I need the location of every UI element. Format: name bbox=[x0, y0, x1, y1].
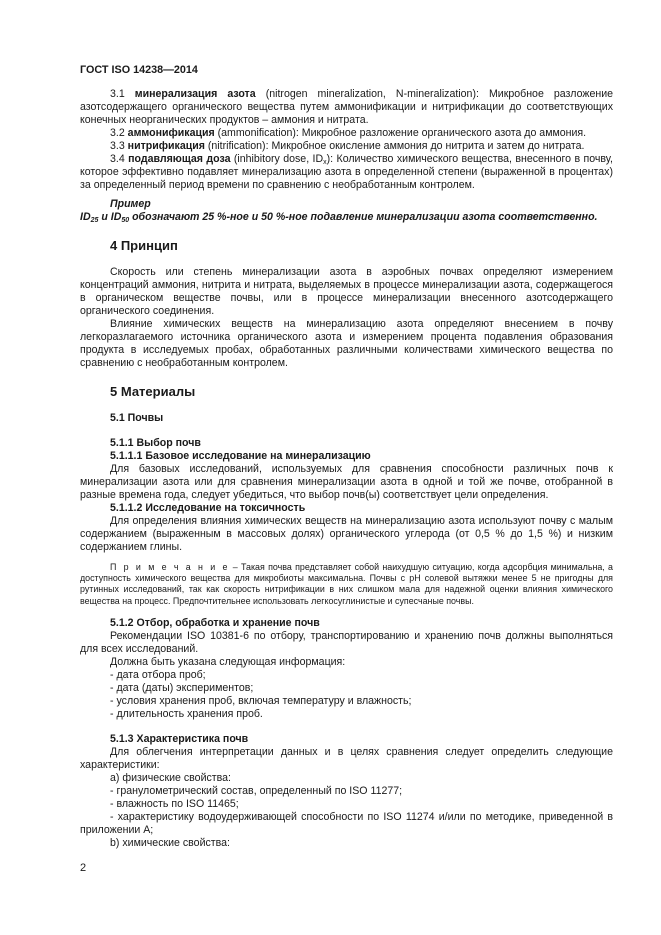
definition-number: 3.4 bbox=[110, 153, 129, 165]
section-4-title: 4 Принцип bbox=[110, 238, 178, 253]
definition-3-2 bbox=[80, 127, 613, 140]
definition-term: нитрификация bbox=[127, 140, 205, 152]
definition-text: (nitrogen mineralization, N-mineralization): Микробное разложение азотсодержащего органического вещества путем аммонификации и нитрификации до соответствующих конечных неорганических продуктов – аммония и нитрата. bbox=[80, 88, 614, 126]
subsection-5-1-1-1-text: Для базовых исследований, используемых для сравнения способности различных почв к минерализации азота или для сравнения минерализации азота в одной и той же почве, отобранной в разные времена года, следует убедиться, что выбор почв(ы) соответствует цели определения. bbox=[80, 463, 613, 501]
definition-text: (nitrification): Микробное окисление аммония до нитрита и затем до нитрата. bbox=[204, 140, 585, 152]
subsection-5-1-2-info: Должна быть указана следующая информация: bbox=[110, 655, 346, 668]
subsection-5-1-2-text: Рекомендации ISO 10381-6 по отбору, транспортированию и хранению почв должны выполняться для всех исследований. bbox=[80, 629, 613, 655]
note bbox=[80, 562, 613, 607]
definition-number: 3.2 bbox=[110, 127, 128, 139]
list-item: - дата (даты) экспериментов; bbox=[110, 681, 254, 694]
document-body bbox=[80, 88, 613, 850]
definition-3-3 bbox=[80, 140, 613, 153]
subscript: 50 bbox=[121, 217, 130, 224]
definition-text: ): Количество химического вещества, внесенного в почву, которое эффективно подавляет минерализацию азота в определенной степени (выраженной в процентах) за определенный период времени по сравнению с необработанным контролем. bbox=[80, 153, 613, 191]
document-header: ГОСТ ISO 14238—2014 bbox=[80, 64, 198, 76]
list-item: - длительность хранения проб. bbox=[110, 707, 263, 720]
subsection-5-1-1-2: 5.1.1.2 Исследование на токсичность bbox=[110, 502, 306, 514]
page-number: 2 bbox=[80, 862, 87, 874]
definition-text: (ammonification): Микробное разложение органического азота до аммония. bbox=[214, 127, 587, 139]
subsection-5-1-3-text: Для облегчения интерпретации данных и в целях сравнения следует определить следующие характеристики: bbox=[80, 745, 613, 771]
subsection-5-1-1: 5.1.1 Выбор почв bbox=[110, 437, 201, 449]
definition-3-1 bbox=[80, 88, 613, 127]
definition-term: подавляющая доза bbox=[128, 153, 231, 165]
subsection-5-1: 5.1 Почвы bbox=[110, 412, 164, 424]
definition-term: минерализация азота bbox=[134, 88, 256, 100]
note-label: П р и м е ч а н и е bbox=[110, 562, 230, 572]
list-item: a) физические свойства: bbox=[110, 771, 231, 784]
subsection-5-1-1-2-text: Для определения влияния химических веществ на минерализацию азота используют почву с малым содержанием (выраженным в массовых долях) органического углерода (от 0,5 % до 1,5 %) и низким содержанием глины. bbox=[80, 515, 613, 553]
definition-number: 3.3 bbox=[110, 140, 128, 152]
list-item: - влажность по ISO 11465; bbox=[110, 797, 239, 810]
section-4-paragraph-2: Влияние химических веществ на минерализацию азота определяют внесением в почву легкоразлагаемого источника органического азота и измерением процента подавления образования продукта в исследуемых пробах, обработанных различными количествами химического вещества по сравнению с необработанным контролем. bbox=[80, 318, 613, 369]
subscript: x bbox=[323, 159, 327, 166]
list-item: - дата отбора проб; bbox=[110, 668, 206, 681]
definition-term: аммонификация bbox=[127, 127, 215, 139]
definition-text: (inhibitory dose, ID bbox=[230, 153, 324, 165]
subsection-5-1-3: 5.1.3 Характеристика почв bbox=[110, 732, 249, 745]
subscript: 25 bbox=[90, 217, 99, 224]
list-item: - характеристику водоудерживающей способности по ISO 11274 и/или по методике, приведенной в приложении А; bbox=[80, 810, 613, 836]
definition-3-4 bbox=[80, 153, 613, 192]
example-part: обозначают 25 %-ное и 50 %-ное подавление минерализации азота соответственно. bbox=[129, 211, 598, 223]
example-part: ID bbox=[80, 211, 91, 223]
definition-number: 3.1 bbox=[110, 88, 135, 100]
example-text bbox=[80, 211, 613, 224]
subsection-5-1-2: 5.1.2 Отбор, обработка и хранение почв bbox=[110, 616, 320, 629]
note-text: – Такая почва представляет собой наихудшую ситуацию, когда адсорбция минимальна, а доступность химического вещества для микробиоты максимальна. Почвы с pH солевой вытяжки менее 5 не пригодны для рутинных исследований, так как скорость нитрификации в них слишком мала для надежной оценки влияния химического вещества на процесс. Предпочтительнее использовать легкосуглинистые и супесчаные почвы. bbox=[80, 562, 613, 606]
example-label: Пример bbox=[110, 198, 151, 210]
list-item: - условия хранения проб, включая температуру и влажность; bbox=[110, 694, 412, 707]
subsection-5-1-1-1: 5.1.1.1 Базовое исследование на минерализацию bbox=[110, 450, 371, 462]
section-4-paragraph-1: Скорость или степень минерализации азота в аэробных почвах определяют измерением концентраций аммония, нитрита и нитрата, выделяемых в процессе минерализации азота, содержащегося в органическом веществе почвы, или в процессе минерализации внесенного азотсодержащего органического соединения. bbox=[80, 266, 613, 317]
example-part: и ID bbox=[98, 211, 122, 223]
list-item: - гранулометрический состав, определенный по ISO 11277; bbox=[110, 784, 403, 797]
list-item: b) химические свойства: bbox=[110, 836, 230, 849]
section-5-title: 5 Материалы bbox=[110, 384, 196, 399]
